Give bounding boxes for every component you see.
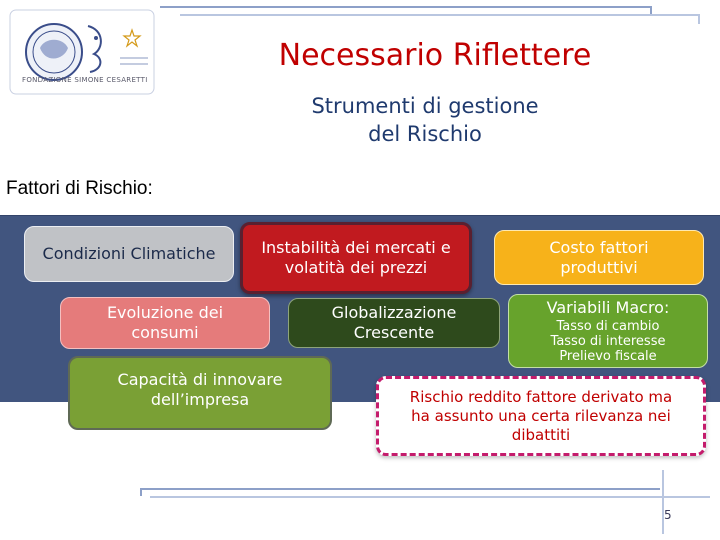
- factor-globalization-line-2: Crescente: [353, 323, 435, 342]
- income-risk-line-3: dibattiti: [511, 425, 571, 444]
- subtitle-line-1: Strumenti di gestione: [311, 94, 539, 118]
- factor-consumption-line-1: Evoluzione dei: [106, 303, 224, 322]
- factor-innovation-box: [68, 356, 332, 430]
- subtitle-line-2: del Rischio: [368, 122, 482, 146]
- bottom-frame-line-2: [150, 496, 710, 498]
- factor-climate-box: [24, 226, 234, 282]
- top-frame-line-2: [180, 14, 700, 16]
- bottom-frame-left-vertical: [140, 488, 142, 496]
- factor-macro-item-3: Prelievo fiscale: [559, 348, 657, 364]
- factor-macro-item-1: Tasso di cambio: [556, 318, 660, 334]
- factor-cost-line-1: Costo fattori: [549, 237, 649, 257]
- factor-consumption-box: [60, 297, 270, 349]
- factor-instability-line-2: volatità dei prezzi: [284, 258, 428, 277]
- page-number: 5: [664, 508, 672, 522]
- foundation-logo: [8, 8, 158, 98]
- factor-macro-box: [508, 294, 708, 368]
- slide-title: Necessario Riflettere: [278, 38, 592, 73]
- factor-instability-box: [240, 222, 472, 294]
- bottom-frame-line: [140, 488, 660, 490]
- factor-globalization-line-1: Globalizzazione: [331, 303, 457, 322]
- income-risk-line-2: ha assunto una certa rilevanza nei: [411, 406, 671, 425]
- bottom-frame-right-vertical: [662, 470, 664, 534]
- income-risk-note-box: [376, 376, 706, 456]
- factor-macro-title: Variabili Macro:: [546, 297, 670, 317]
- foundation-logo-graphic: [8, 8, 158, 98]
- factor-consumption-line-2: consumi: [131, 323, 199, 342]
- income-risk-line-1: Rischio reddito fattore derivato ma: [409, 387, 673, 406]
- top-frame-right-vertical: [650, 6, 652, 14]
- top-frame-right-vertical-2: [698, 14, 700, 24]
- top-frame-line: [160, 6, 650, 8]
- factor-innovation-line-1: Capacità di innovare: [117, 370, 283, 389]
- factor-climate-label: Condizioni Climatiche: [42, 244, 216, 263]
- factor-macro-item-2: Tasso di interesse: [550, 333, 666, 349]
- factor-globalization-box: [288, 298, 500, 348]
- factor-cost-box: [494, 230, 704, 285]
- slide-subtitle: [230, 92, 620, 148]
- logo-caption: FONDAZIONE SIMONE CESARETTI: [22, 76, 148, 84]
- section-label: Fattori di Rischio:: [6, 178, 153, 199]
- factor-innovation-line-2: dell’impresa: [150, 390, 250, 409]
- factor-instability-line-1: Instabilità dei mercati e: [261, 238, 451, 257]
- factor-cost-line-2: produttivi: [560, 257, 638, 277]
